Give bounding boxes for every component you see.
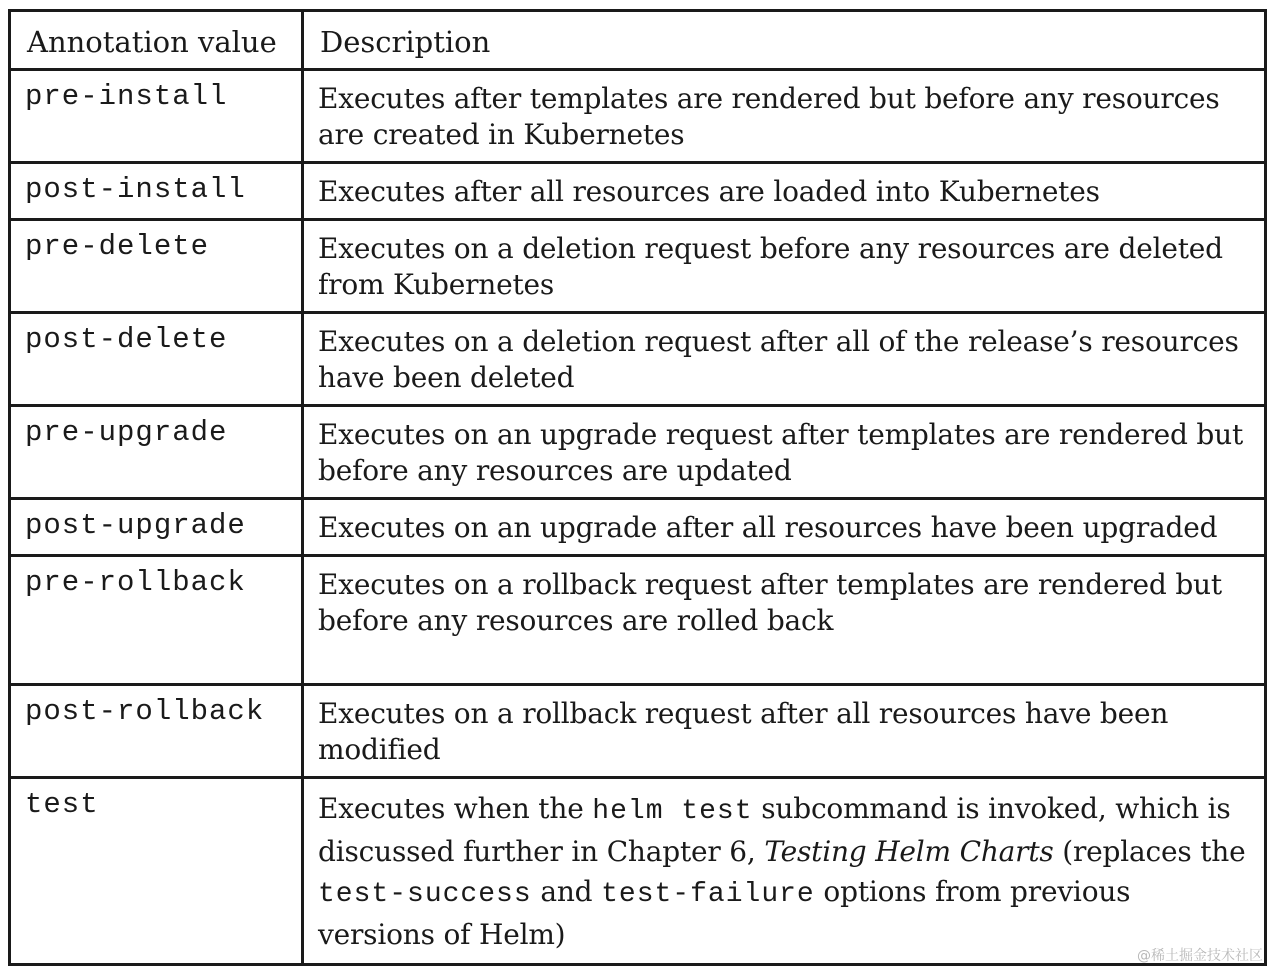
table-row: [10, 163, 1266, 220]
table-header-row: [10, 11, 1266, 70]
annotation-value-cell: post-upgrade: [10, 499, 303, 556]
description-cell: Executes on an upgrade after all resources have been upgraded: [303, 499, 1266, 556]
header-annotation-value: Annotation value: [10, 11, 303, 70]
description-cell: Executes on an upgrade request after templates are rendered but before any resources are updated: [303, 406, 1266, 499]
table-row: [10, 499, 1266, 556]
description-text: and: [531, 875, 602, 908]
description-cell: Executes on a deletion request after all of the release’s resources have been deleted: [303, 313, 1266, 406]
watermark: @稀土掘金技术社区: [1137, 948, 1263, 964]
description-text: options from previous versions of Helm): [318, 875, 1131, 951]
description-cell: Executes after templates are rendered but before any resources are created in Kubernetes: [303, 70, 1266, 163]
annotation-value-cell: pre-rollback: [10, 556, 303, 685]
table-row: [10, 70, 1266, 163]
annotation-value-cell: pre-install: [10, 70, 303, 163]
code-test-failure: test-failure: [601, 879, 815, 910]
description-text: Executes when the: [318, 792, 593, 825]
description-text: subcommand is invoked, which is discussed further in Chapter 6,: [318, 792, 1231, 868]
description-text: (replaces the: [1053, 835, 1246, 868]
description-cell: Executes on a rollback request after templates are rendered but before any resources are rolled back: [303, 556, 1266, 685]
code-helm-test: helm test: [592, 796, 753, 827]
description-cell: Executes after all resources are loaded into Kubernetes: [303, 163, 1266, 220]
description-cell: Executes on a rollback request after all resources have been modified: [303, 685, 1266, 778]
annotation-value-cell: pre-upgrade: [10, 406, 303, 499]
table-row: [10, 406, 1266, 499]
description-cell: [303, 778, 1266, 965]
chapter-title: Testing Helm Charts: [764, 835, 1054, 868]
table-row: [10, 685, 1266, 778]
table-row: [10, 313, 1266, 406]
header-description: Description: [303, 11, 1266, 70]
table-row: [10, 220, 1266, 313]
annotation-value-cell: post-install: [10, 163, 303, 220]
description-cell: Executes on a deletion request before any resources are deleted from Kubernetes: [303, 220, 1266, 313]
annotation-value-cell: test: [10, 778, 303, 965]
code-test-success: test-success: [318, 879, 532, 910]
hook-annotations-table: [8, 9, 1267, 966]
table-row: [10, 778, 1266, 965]
table-row: [10, 556, 1266, 685]
annotation-value-cell: post-rollback: [10, 685, 303, 778]
annotation-value-cell: post-delete: [10, 313, 303, 406]
annotation-value-cell: pre-delete: [10, 220, 303, 313]
